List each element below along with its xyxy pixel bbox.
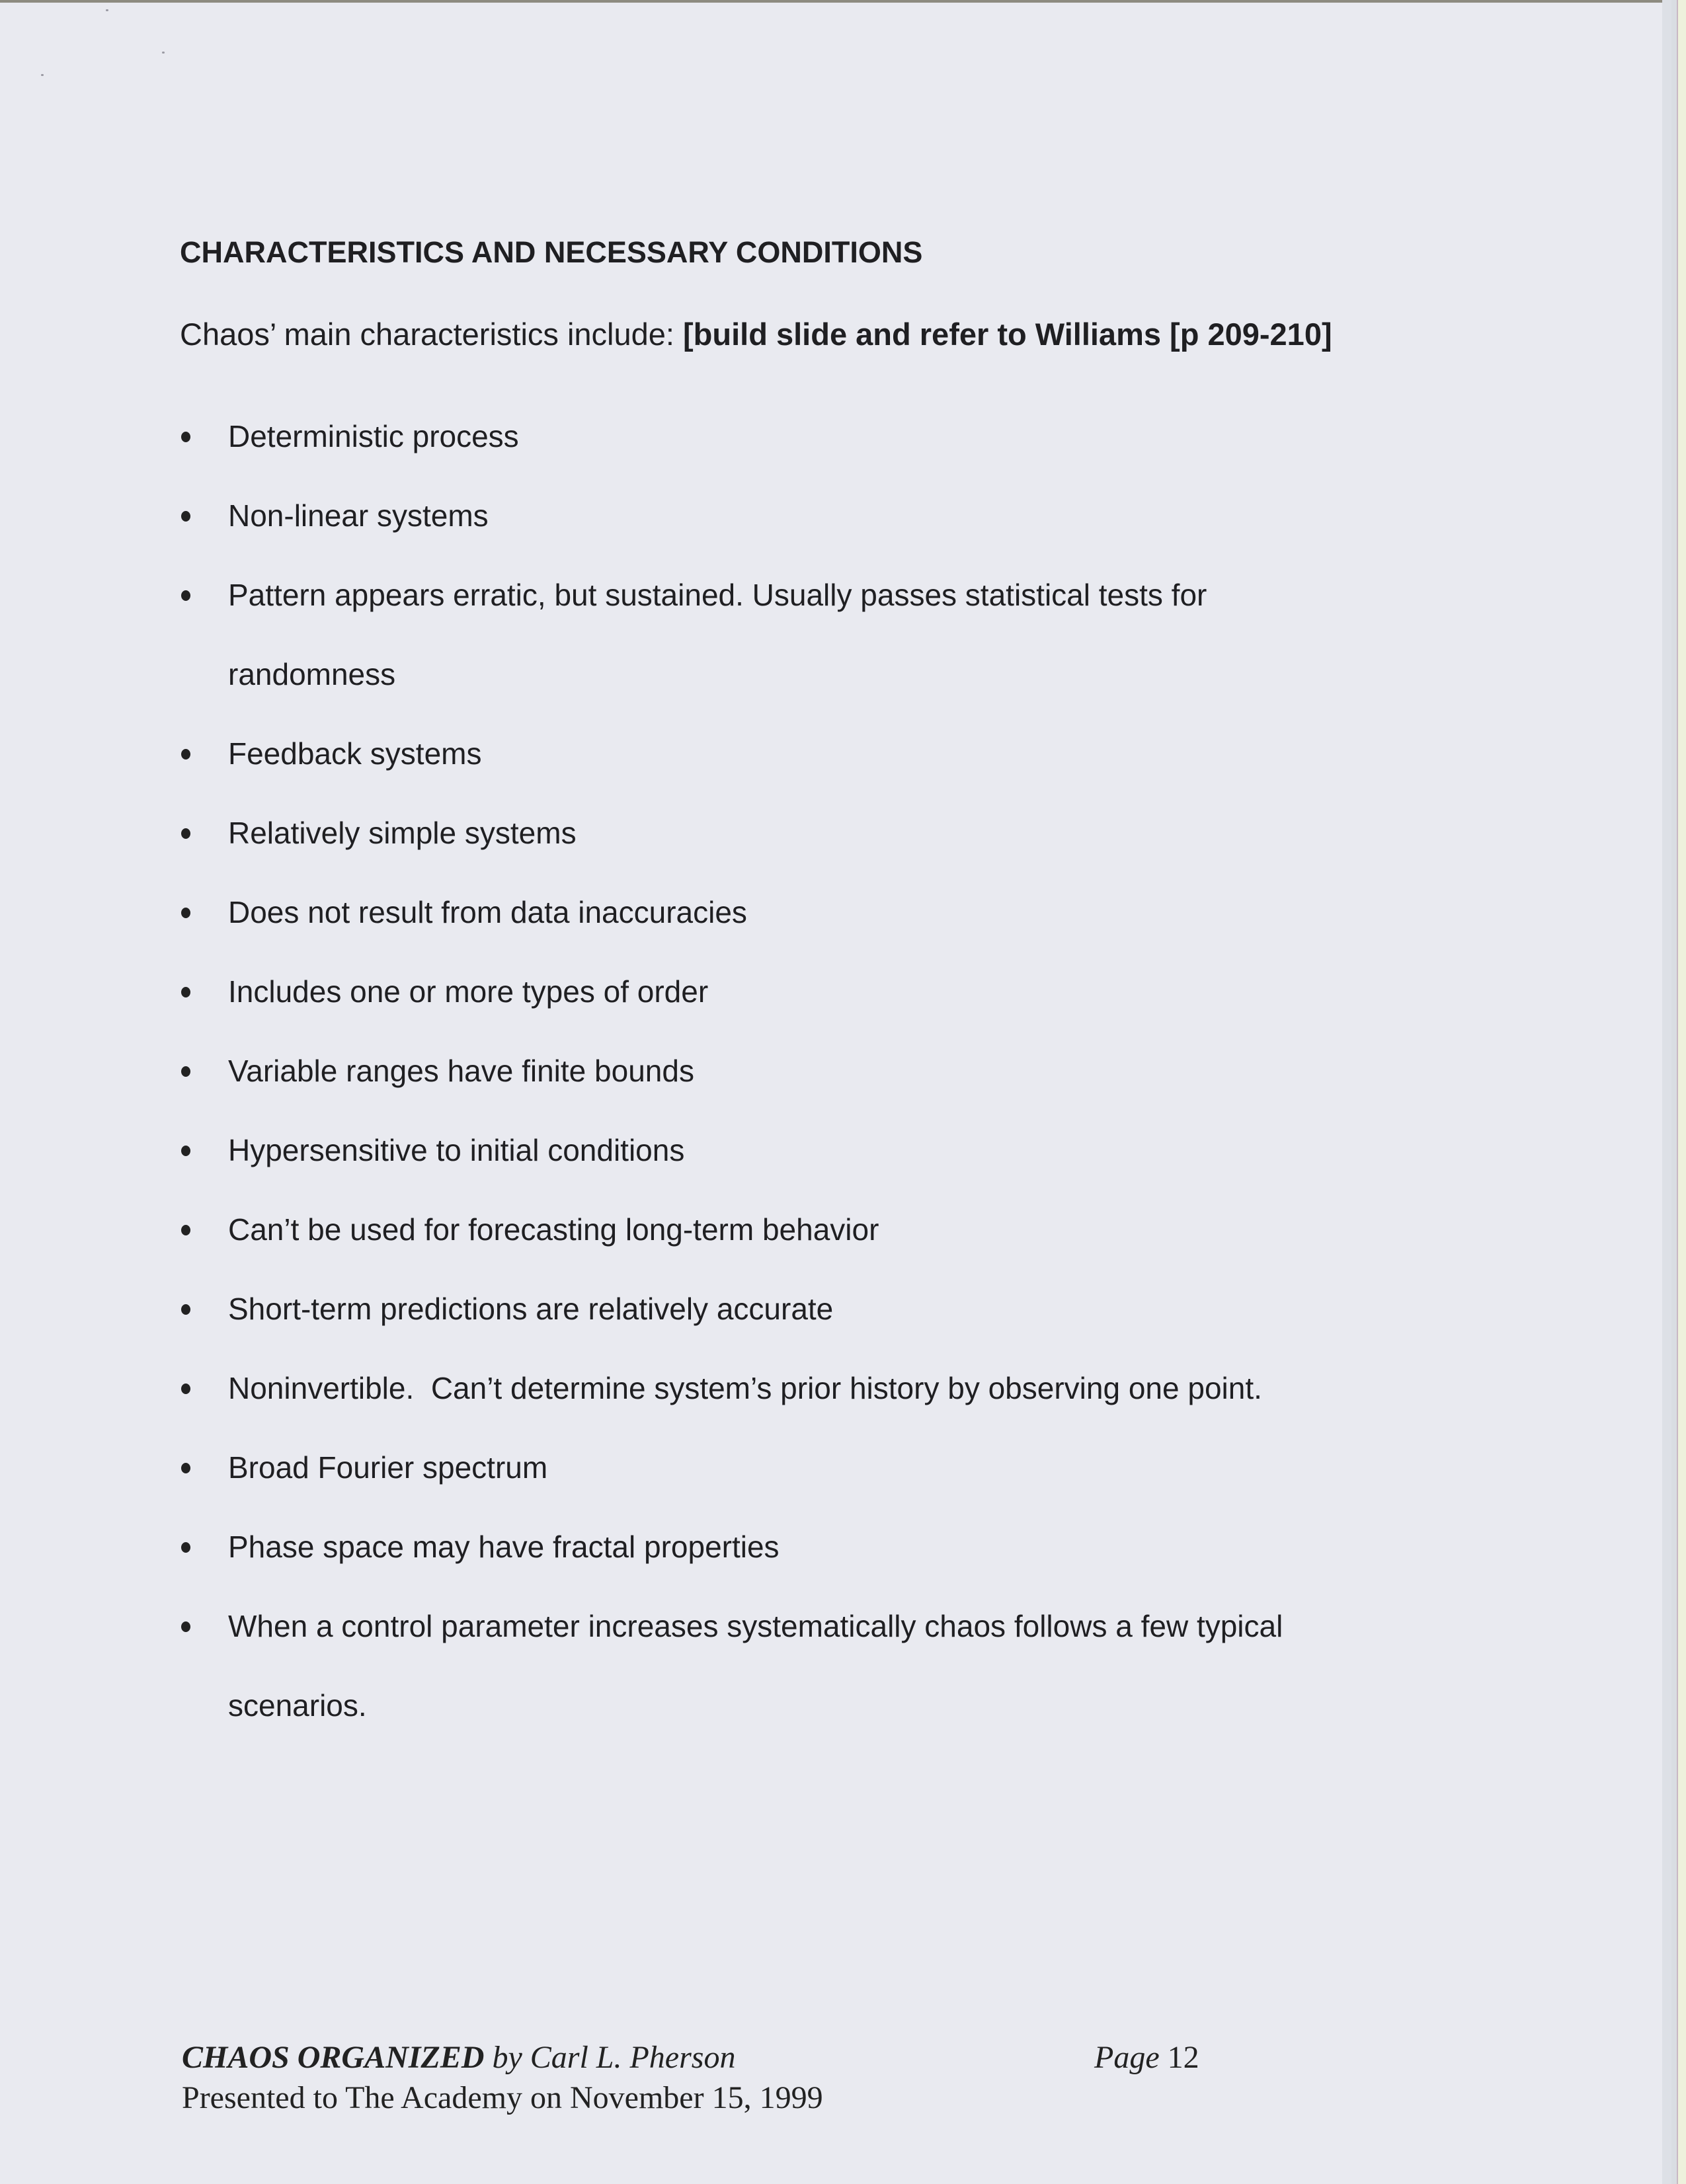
list-item (180, 1348, 1502, 1428)
intro-note: [build slide and refer to Williams [p 209-210] (683, 317, 1332, 352)
list-item (180, 1586, 1502, 1745)
bullet-icon (181, 987, 190, 997)
bullet-icon (181, 1621, 190, 1632)
scan-right-shadow (1662, 0, 1671, 2184)
list-item-text: Short-term predictions are relatively accurate (228, 1292, 834, 1326)
list-item (180, 1031, 1502, 1111)
list-item-text: Feedback systems (228, 736, 482, 771)
bullet-icon (181, 908, 190, 918)
list-item (180, 1190, 1502, 1269)
bullet-icon (181, 828, 190, 839)
list-item-text: Non-linear systems (228, 498, 489, 533)
list-item-text-continued: scenarios. (228, 1688, 367, 1723)
intro-text: Chaos’ main characteristics include: (180, 317, 684, 352)
list-item-text: Includes one or more types of order (228, 974, 709, 1009)
bullet-icon (181, 432, 190, 442)
intro-line (180, 316, 1332, 352)
bullet-icon (181, 1066, 190, 1077)
list-item (180, 1507, 1502, 1586)
list-item-text: Relatively simple systems (228, 816, 577, 850)
bullet-icon (181, 1542, 190, 1553)
scan-top-edge (0, 0, 1673, 3)
bullet-icon (181, 590, 190, 601)
list-item-text: When a control parameter increases systematically chaos follows a few typical (228, 1609, 1283, 1643)
list-item (180, 1269, 1502, 1348)
page-number (1094, 2039, 1199, 2076)
page-label: Page (1094, 2040, 1160, 2075)
list-item-text: Can’t be used for forecasting long-term behavior (228, 1212, 879, 1247)
author-byline: by Carl L. Pherson (484, 2040, 736, 2075)
list-item-text: Noninvertible. Can’t determine system’s prior history by observing one point. (228, 1371, 1262, 1405)
bullet-icon (181, 749, 190, 760)
presentation-note: Presented to The Academy on November 15, 1999 (182, 2080, 823, 2115)
list-item (180, 397, 1502, 476)
section-heading: CHARACTERISTICS AND NECESSARY CONDITIONS (180, 235, 923, 269)
list-item (180, 793, 1502, 873)
bullet-icon (181, 511, 190, 522)
list-item-text: Pattern appears erratic, but sustained. Usually passes statistical tests for (228, 578, 1207, 612)
list-item-text: Deterministic process (228, 419, 519, 453)
page-number-value: 12 (1167, 2040, 1199, 2075)
bullet-icon (181, 1304, 190, 1315)
list-item-text-continued: randomness (228, 657, 396, 691)
scan-speck (106, 9, 108, 11)
bullet-icon (181, 1463, 190, 1473)
bullet-icon (181, 1225, 190, 1235)
page-footer (182, 2039, 823, 2116)
list-item-text: Hypersensitive to initial conditions (228, 1133, 685, 1167)
list-item (180, 873, 1502, 952)
list-item (180, 1428, 1502, 1507)
list-item (180, 555, 1502, 714)
list-item (180, 714, 1502, 793)
bullet-icon (181, 1146, 190, 1156)
scan-speck (162, 52, 165, 54)
bullet-icon (181, 1384, 190, 1394)
list-item-text: Phase space may have fractal properties (228, 1530, 780, 1564)
list-item-text: Broad Fourier spectrum (228, 1450, 548, 1485)
list-item (180, 476, 1502, 555)
characteristics-list (180, 397, 1502, 1745)
document-title: CHAOS ORGANIZED (182, 2040, 485, 2075)
list-item (180, 952, 1502, 1031)
scan-right-edge (1671, 0, 1686, 2184)
scan-speck (41, 74, 44, 76)
list-item-text: Variable ranges have finite bounds (228, 1054, 694, 1088)
list-item-text: Does not result from data inaccuracies (228, 895, 747, 929)
list-item (180, 1111, 1502, 1190)
